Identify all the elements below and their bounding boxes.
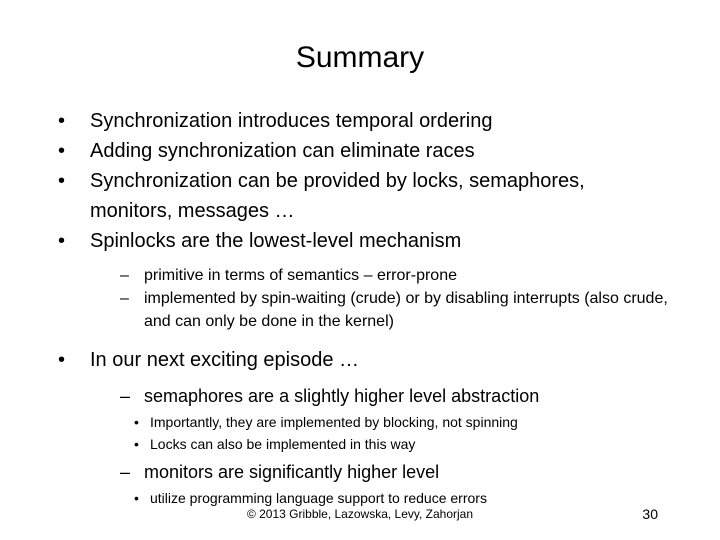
bullet-1 <box>56 106 696 136</box>
sub-bullet-text: monitors are significantly higher level <box>144 462 440 482</box>
sub-bullet-text: implemented by spin-waiting (crude) or by disabling interrupts (also crude, and can only be done in the kernel) <box>144 290 668 330</box>
bullet-text: Synchronization can be provided by locks, semaphores, monitors, messages … <box>90 170 585 222</box>
bullet-text: In our next exciting episode … <box>90 349 360 371</box>
sub-bullet-5-1 <box>120 383 696 409</box>
sub-sub-bullet-marker: • <box>134 436 139 452</box>
bullet-3 <box>56 166 610 226</box>
sub-sub-bullet-5-1-2 <box>132 433 696 455</box>
sub-sub-bullet-text: utilize programming language support to reduce errors <box>150 490 487 506</box>
page-number: 30 <box>642 506 658 522</box>
sub-bullet-4-1 <box>120 264 696 287</box>
sub-bullet-marker: – <box>120 462 131 482</box>
sub-sub-bullet-marker: • <box>134 490 139 506</box>
sub-sub-bullet-marker: • <box>134 414 139 430</box>
bullet-marker: • <box>58 230 66 252</box>
sub-bullet-marker: – <box>120 267 129 284</box>
sub-bullet-4-2 <box>120 287 684 333</box>
sub-sub-bullet-5-1-1 <box>132 411 696 433</box>
footer-copyright: © 2013 Gribble, Lazowska, Levy, Zahorjan <box>246 507 474 521</box>
bullet-text: Adding synchronization can eliminate races <box>90 140 475 162</box>
sub-sub-bullet-text: Locks can also be implemented in this way <box>150 436 416 452</box>
sub-bullet-marker: – <box>120 386 131 406</box>
sub-bullet-5-2 <box>120 459 696 485</box>
bullet-marker: • <box>58 140 66 162</box>
bullet-4 <box>56 226 696 256</box>
sub-bullet-text: primitive in terms of semantics – error-prone <box>144 267 457 284</box>
bullet-5 <box>56 345 696 375</box>
bullet-marker: • <box>58 110 66 132</box>
slide-title: Summary <box>295 41 425 74</box>
sub-bullet-marker: – <box>120 290 129 307</box>
bullet-text: Synchronization introduces temporal ordering <box>90 110 493 132</box>
bullet-marker: • <box>58 170 66 192</box>
sub-sub-bullet-text: Importantly, they are implemented by blocking, not spinning <box>150 414 518 430</box>
bullet-marker: • <box>58 349 66 371</box>
bullet-text: Spinlocks are the lowest-level mechanism <box>90 230 462 252</box>
sub-bullet-text: semaphores are a slightly higher level abstraction <box>144 386 540 406</box>
slide-content <box>56 106 696 509</box>
bullet-2 <box>56 136 696 166</box>
